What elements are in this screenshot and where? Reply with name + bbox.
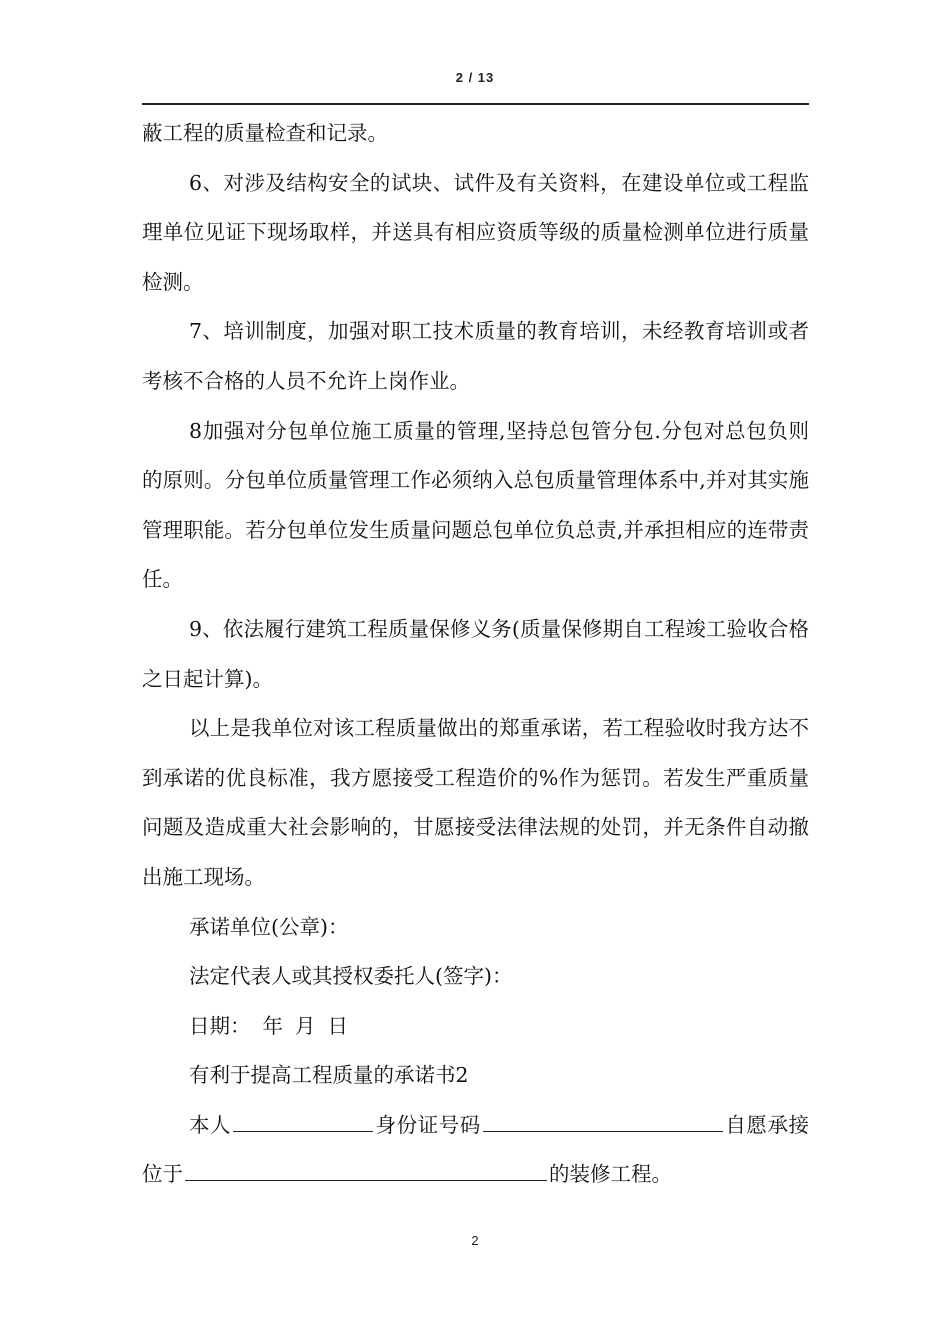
date-line: [142, 1002, 809, 1052]
label-location: 自愿承接位于: [142, 1112, 810, 1187]
page-number: 2: [471, 1233, 479, 1248]
paragraph-item-7: 7、培训制度，加强对职工技术质量的教育培训，未经教育培训或者考核不合格的人员不允许上岗作业。: [142, 319, 809, 393]
page-indicator: 2 / 13: [455, 70, 495, 85]
section-title: 有利于提高工程质量的承诺书2: [189, 1063, 469, 1088]
paragraph-item-9: 9、依法履行建筑工程质量保修义务(质量保修期自工程竣工验收合格之日起计算)。: [142, 616, 809, 691]
id-number-blank: [483, 1109, 723, 1132]
paragraph-continuation: 蔽工程的质量检查和记录。: [142, 121, 388, 145]
date-month: 月: [295, 1013, 316, 1038]
label-person: 本人: [189, 1112, 232, 1137]
label-project: 的装修工程。: [549, 1162, 672, 1187]
header-divider: [142, 103, 809, 105]
document-body: [142, 109, 809, 1200]
paragraph-item-6: 6、对涉及结构安全的试块、试件及有关资料，在建设单位或工程监理单位见证下现场取样，并送具有相应资质等级的质量检测单位进行质量检测。: [142, 170, 809, 294]
paragraph-personal-commitment: [142, 1101, 809, 1200]
date-day: 日: [327, 1013, 348, 1038]
paragraph-item-8: 8加强对分包单位施工质量的管理,坚持总包管分包.分包对总包负则的原则。分包单位质量管理工作必须纳入总包质量管理体系中,并对其实施管理职能。若分包单位发生质量问题总包单位负总责,并承担相应的连带责任。: [142, 418, 809, 592]
signature-unit-line: 承诺单位(公章)：: [189, 914, 349, 939]
date-label: 日期：: [189, 1013, 251, 1038]
date-year: 年: [262, 1013, 283, 1038]
paragraph-commitment: 以上是我单位对该工程质量做出的郑重承诺，若工程验收时我方达不到承诺的优良标准，我方愿接受工程造价的%作为惩罚。若发生严重质量问题及造成重大社会影响的，甘愿接受法律法规的处罚，并无条件自动撤出施工现场。: [142, 716, 809, 889]
signature-representative-line: 法定代表人或其授权委托人(签字)：: [189, 964, 513, 989]
label-id-number: 身份证号码: [375, 1112, 481, 1137]
name-blank: [233, 1109, 373, 1132]
address-blank: [185, 1159, 547, 1182]
